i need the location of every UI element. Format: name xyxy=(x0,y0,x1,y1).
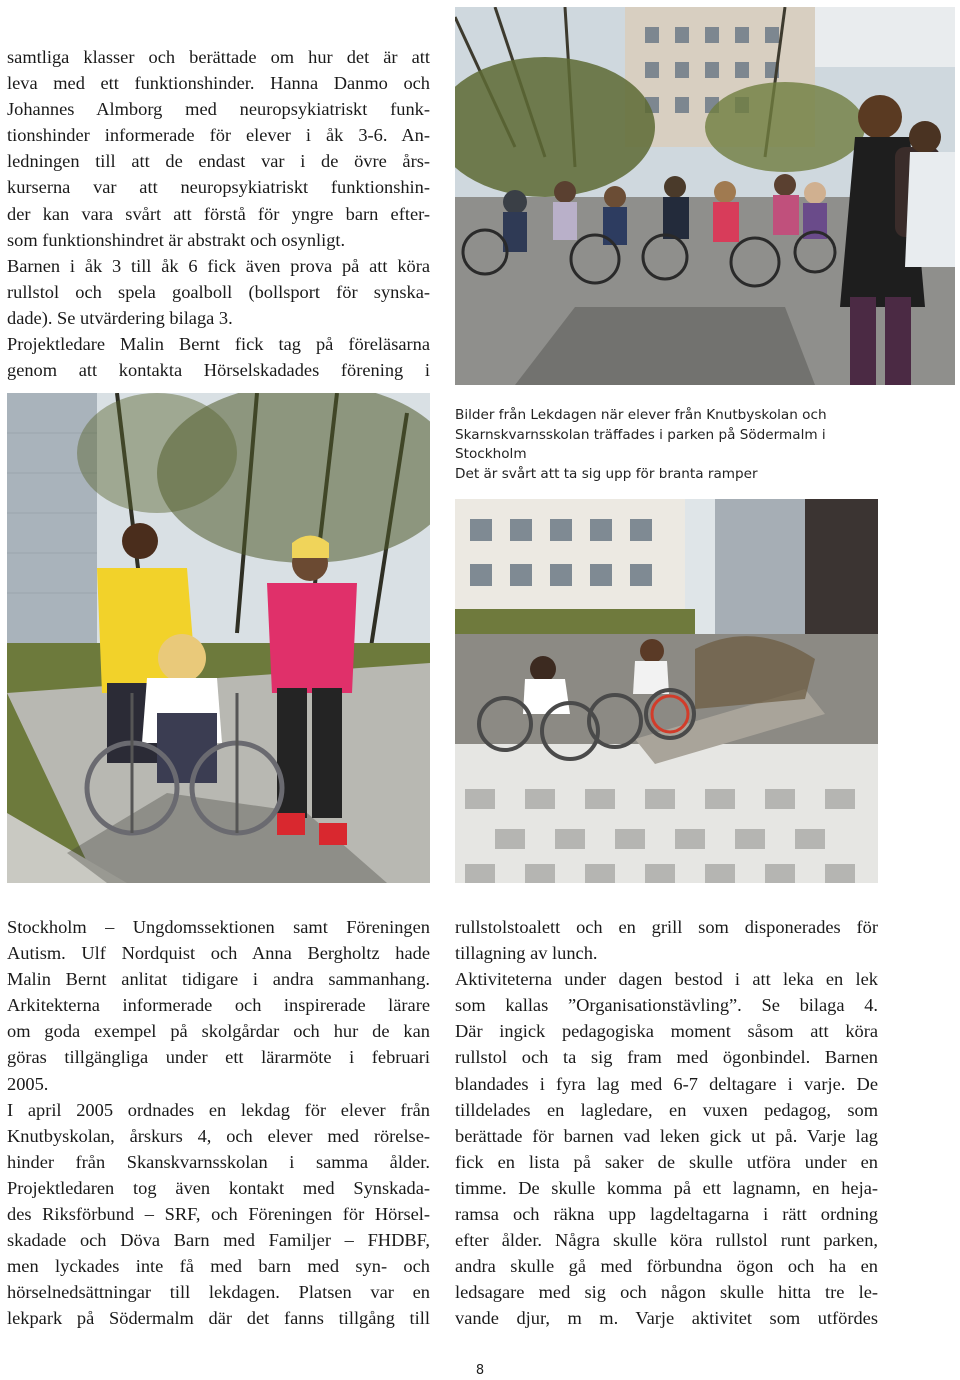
text-line: genom att kontakta Hörselskadades förening i xyxy=(7,360,430,381)
text-line: men lyckades inte få med barn med syn- och xyxy=(7,1256,430,1277)
text-line: rullstolstoalett och en grill som disponerades för xyxy=(455,917,878,937)
text-line: tilldelades en lagledare, en vuxen pedagog, som xyxy=(455,1099,878,1120)
caption-line: Bilder från Lekdagen när elever från Knutbyskolan och xyxy=(455,407,827,423)
photo-girl-wheelchair xyxy=(7,393,430,883)
text-line: ramsa och räkna upp lagdeltagarna i rätt ordning xyxy=(455,1204,878,1225)
text-line: berättade för barnen vad leken gick ut på. Varje lag xyxy=(455,1125,878,1146)
text-column-top-left xyxy=(7,44,430,383)
text-line: andra skulle gå med förbundna ögon och ha en xyxy=(455,1256,878,1277)
text-line: kurserna var att neuropsykiatriskt funktionshin- xyxy=(7,177,430,198)
text-line: samtliga klasser och berättade om hur det är att xyxy=(7,47,430,67)
text-line: ledsagare med sig och någon skulle hitta tre le- xyxy=(455,1282,878,1303)
text-line: rullstol och spela goalboll (bollsport för synska- xyxy=(7,281,430,302)
text-line: I april 2005 ordnades en lekdag för elever från xyxy=(7,1099,430,1120)
text-line: göras tillgängliga under ett lärarmöte i februari xyxy=(7,1047,430,1068)
text-line: blandades i fyra lag med 6-7 deltagare i varje. De xyxy=(455,1073,878,1094)
text-line: Där ingick pedagogiska moment såsom att köra xyxy=(455,1021,878,1042)
text-line: om goda exempel på skolgårdar och hur de kan xyxy=(7,1021,430,1042)
text-line: efter ålder. Några skulle köra rullstol runt parken, xyxy=(455,1230,878,1251)
text-line: hinder från Skanskvarnsskolan i samma ålder. xyxy=(7,1151,430,1172)
text-line: Stockholm – Ungdomssektionen samt Föreningen xyxy=(7,917,430,937)
text-line: hörselnedsättningar till lekdagen. Platsen var en xyxy=(7,1282,430,1303)
text-column-bottom-right xyxy=(455,914,878,1332)
text-line: Autism. Ulf Nordquist och Anna Bergholtz hade xyxy=(7,943,430,964)
text-line: dade). Se utvärdering bilaga 3. xyxy=(7,307,233,328)
text-line: tillagning av lunch. xyxy=(455,943,598,964)
text-line: des Riksförbund – SRF, och Föreningen för Hörsel- xyxy=(7,1204,430,1225)
text-line: Malin Bernt anlitat tidigare i andra sammanhang. xyxy=(7,969,430,990)
text-line: ledningen till att de endast var i de övre års- xyxy=(7,151,430,172)
text-line: Projektledaren tog även kontakt med Synskada- xyxy=(7,1177,430,1198)
text-line: tionshinder informerade för elever i åk 3-6. An- xyxy=(7,125,430,146)
text-line: som kallas ”Organisationstävling”. Se bilaga 4. xyxy=(455,995,878,1016)
text-line: skadade och Döva Barn med Familjer – FHDBF, xyxy=(7,1230,430,1251)
text-line: vande djur, m m. Varje aktivitet som utfördes xyxy=(455,1308,878,1329)
caption-line: Det är svårt att ta sig upp för branta ramper xyxy=(455,465,758,482)
photo-park-gathering xyxy=(455,7,955,385)
text-line: Projektledare Malin Bernt fick tag på föreläsarna xyxy=(7,334,430,355)
text-column-bottom-left xyxy=(7,914,430,1332)
caption-line: Skarnskvarnsskolan träffades i parken på Södermalm i xyxy=(455,426,826,443)
text-line: Barnen i åk 3 till åk 6 fick även prova på att köra xyxy=(7,255,430,276)
text-line: 2005. xyxy=(7,1073,49,1094)
photo-caption xyxy=(455,406,925,484)
text-line: lekpark på Södermalm där det fanns tillgång till xyxy=(7,1308,430,1329)
text-line: der kan vara svårt att förstå för yngre barn efter- xyxy=(7,203,430,224)
text-line: Johannes Almborg med neuropsykiatriskt funk- xyxy=(7,99,430,120)
text-line: timme. De skulle komma på ett lagnamn, en heja- xyxy=(455,1177,878,1198)
text-line: rullstol och ta sig fram med ögonbindel. Barnen xyxy=(455,1047,878,1068)
text-line: Knutbyskolan, årskurs 4, och elever med rörelse- xyxy=(7,1125,430,1146)
page-number: 8 xyxy=(475,1363,485,1378)
photo-wheelchair-ramp xyxy=(455,499,878,883)
text-line: fick en lista på saker de skulle utföra under en xyxy=(455,1151,878,1172)
text-line: Arkitekterna informerade och inspirerade lärare xyxy=(7,995,430,1016)
text-line: leva med ett funktionshinder. Hanna Danmo och xyxy=(7,73,430,94)
caption-line: Stockholm xyxy=(455,446,527,463)
text-line: som funktionshindret är abstrakt och osynligt. xyxy=(7,229,346,250)
text-line: Aktiviteterna under dagen bestod i att leka en lek xyxy=(455,969,878,990)
